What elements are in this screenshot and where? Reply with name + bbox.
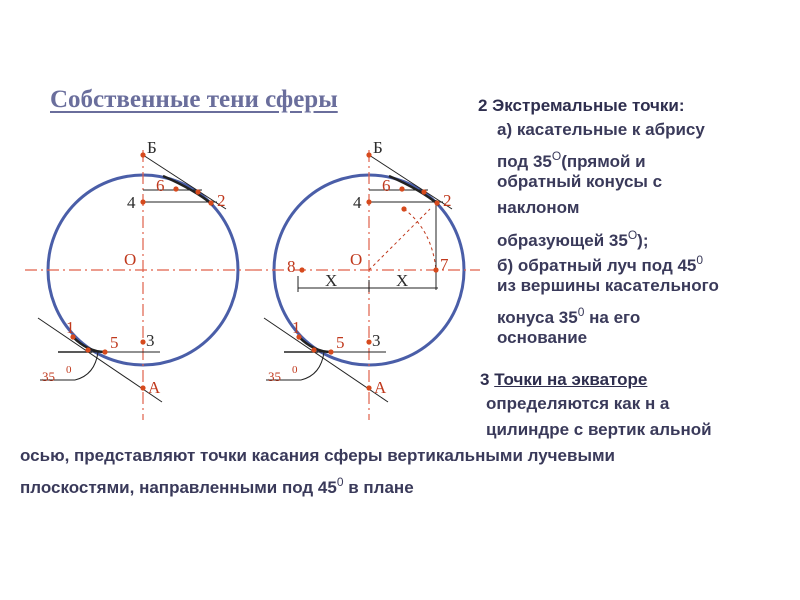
figure-left <box>25 138 250 420</box>
point-a-right <box>366 385 371 390</box>
section-3-heading: 3 Точки на экваторе <box>480 370 648 389</box>
label-3-right: 3 <box>372 331 381 350</box>
point-ray-right <box>401 206 406 211</box>
point-5-right <box>328 349 333 354</box>
point-4-left <box>140 199 145 204</box>
point-b-left <box>140 152 145 157</box>
label-o-left: О <box>124 250 137 269</box>
point-6-right <box>399 186 404 191</box>
label-6-left: 6 <box>156 176 165 195</box>
label-1-right: 1 <box>292 318 301 337</box>
bottom-line-2: плоскостями, направленными под $45^0$ в плане <box>20 475 414 497</box>
point-5-left <box>102 349 107 354</box>
angle-label-left: 35 <box>42 369 55 384</box>
label-7-right: 7 <box>440 255 449 274</box>
label-4-left: 4 <box>127 193 136 212</box>
figure-right <box>250 138 480 420</box>
section-3-line-2: цилиндре с вертик альной <box>486 420 712 439</box>
label-b-left: Б <box>147 138 157 157</box>
label-a-right: А <box>374 378 387 397</box>
point-1b-left <box>85 347 90 352</box>
label-o-right: О <box>350 250 363 269</box>
point-6-left <box>173 186 178 191</box>
angle-deg-right: 0 <box>292 364 298 376</box>
section-2-line-b3: конуса $35^0$ на его <box>497 305 641 327</box>
section-2-heading: 2 Экстремальные точки: <box>478 96 685 115</box>
angle-label-right: 35 <box>268 369 281 384</box>
label-8-right: 8 <box>287 257 296 276</box>
section-2-line-a3: обратный конусы с <box>497 172 663 191</box>
construction-arc-right <box>404 209 436 270</box>
point-b-right <box>366 152 371 157</box>
point-2-right <box>434 200 439 205</box>
label-5-left: 5 <box>110 333 119 352</box>
label-2-left: 2 <box>217 191 226 210</box>
section-2-line-b4: основание <box>497 328 588 347</box>
label-x1-right: X <box>325 271 338 290</box>
label-5-right: 5 <box>336 333 345 352</box>
section-2-line-a5: образующей $35^O$); <box>497 228 649 250</box>
label-3-left: 3 <box>146 331 155 350</box>
section-2-line-a2: под $35^O(прямой$ и <box>497 149 646 171</box>
point-1b-right <box>311 347 316 352</box>
point-2-left <box>208 200 213 205</box>
ray-45-right <box>369 209 430 270</box>
bottom-line-1: осью, представляют точки касания сферы вертикальными лучевыми <box>20 446 615 465</box>
label-6-right: 6 <box>382 176 391 195</box>
point-4-right <box>366 199 371 204</box>
section-2-line-b2: из вершины касательного <box>497 276 719 295</box>
point-6b-left <box>195 189 200 194</box>
point-a-left <box>140 385 145 390</box>
section-2-line-a4: наклоном <box>497 198 580 217</box>
point-3-right <box>366 339 371 344</box>
section-2-line-a1: а) касательные к абрису <box>497 120 705 139</box>
label-x2-right: X <box>396 271 409 290</box>
section-2-line-b1: б) обратный луч под $45^0$ <box>497 253 704 275</box>
label-4-right: 4 <box>353 193 362 212</box>
slide-title: Собственные тени сферы <box>50 86 338 113</box>
angle-deg-left: 0 <box>66 364 72 376</box>
label-1-left: 1 <box>66 318 75 337</box>
point-7-right <box>433 267 438 272</box>
label-a-left: А <box>148 378 161 397</box>
label-2-right: 2 <box>443 191 452 210</box>
label-b-right: Б <box>373 138 383 157</box>
section-3-line-1: определяются как н а <box>486 394 670 413</box>
point-6b-right <box>421 189 426 194</box>
point-8-right <box>299 267 304 272</box>
point-3-left <box>140 339 145 344</box>
